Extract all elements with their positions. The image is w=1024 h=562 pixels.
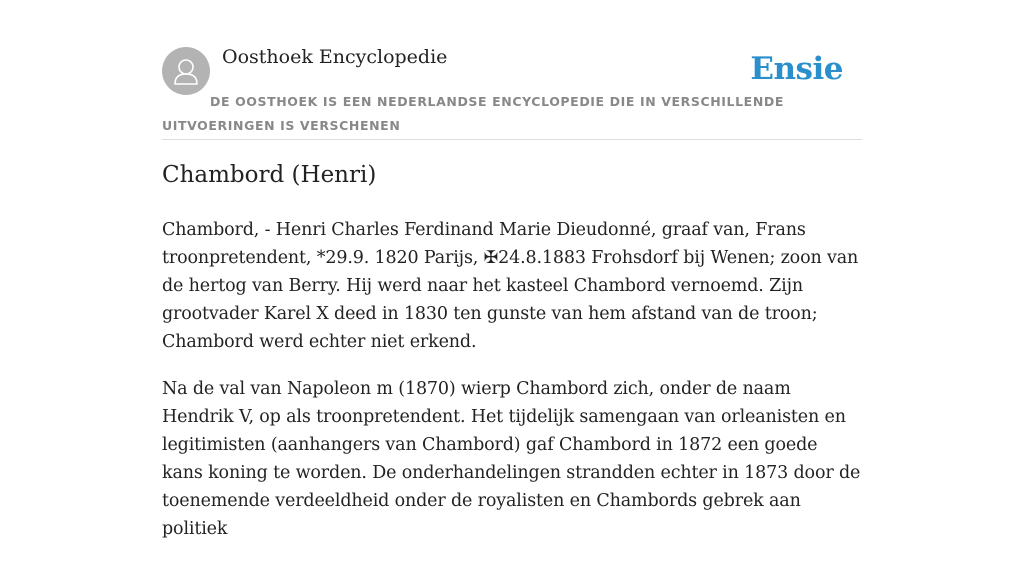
page-container [162, 0, 862, 539]
site-header [162, 0, 862, 140]
brand-logo[interactable]: Ensie [750, 51, 843, 87]
article-body [162, 216, 862, 562]
user-icon [162, 47, 210, 95]
article-paragraph: Na de val van Napoleon m (1870) wierp Chambord zich, onder de naam Hendrik V, op als troonpretendent. Het tijdelijk samengaan van orleanisten en legitimisten (aanhangers van Chambord) gaf Chambord in 1872 een goede kans koning te worden. De onderhandelingen strandden echter in 1873 door de toenemende verdeeldheid onder de royalisten en Chambords gebrek aan politiek [162, 379, 861, 539]
page-title: Chambord (Henri) [162, 162, 377, 188]
site-tagline: DE OOSTHOEK IS EEN NEDERLANDSE ENCYCLOPEDIE DIE IN VERSCHILLENDE UITVOERINGEN IS VERSCHENEN [162, 94, 784, 133]
avatar[interactable] [162, 47, 210, 95]
site-name-link[interactable]: Oosthoek Encyclopedie [222, 46, 448, 68]
article-paragraph: Chambord, - Henri Charles Ferdinand Marie Dieudonné, graaf van, Frans troonpretendent, *29.9. 1820 Parijs, ✠24.8.1883 Frohsdorf bij Wenen; zoon van de hertog van Berry. Hij werd naar het kasteel Chambord vernoemd. Zijn grootvader Karel X deed in 1830 ten gunste van hem afstand van de troon; Chambord werd echter niet erkend. [162, 220, 859, 352]
